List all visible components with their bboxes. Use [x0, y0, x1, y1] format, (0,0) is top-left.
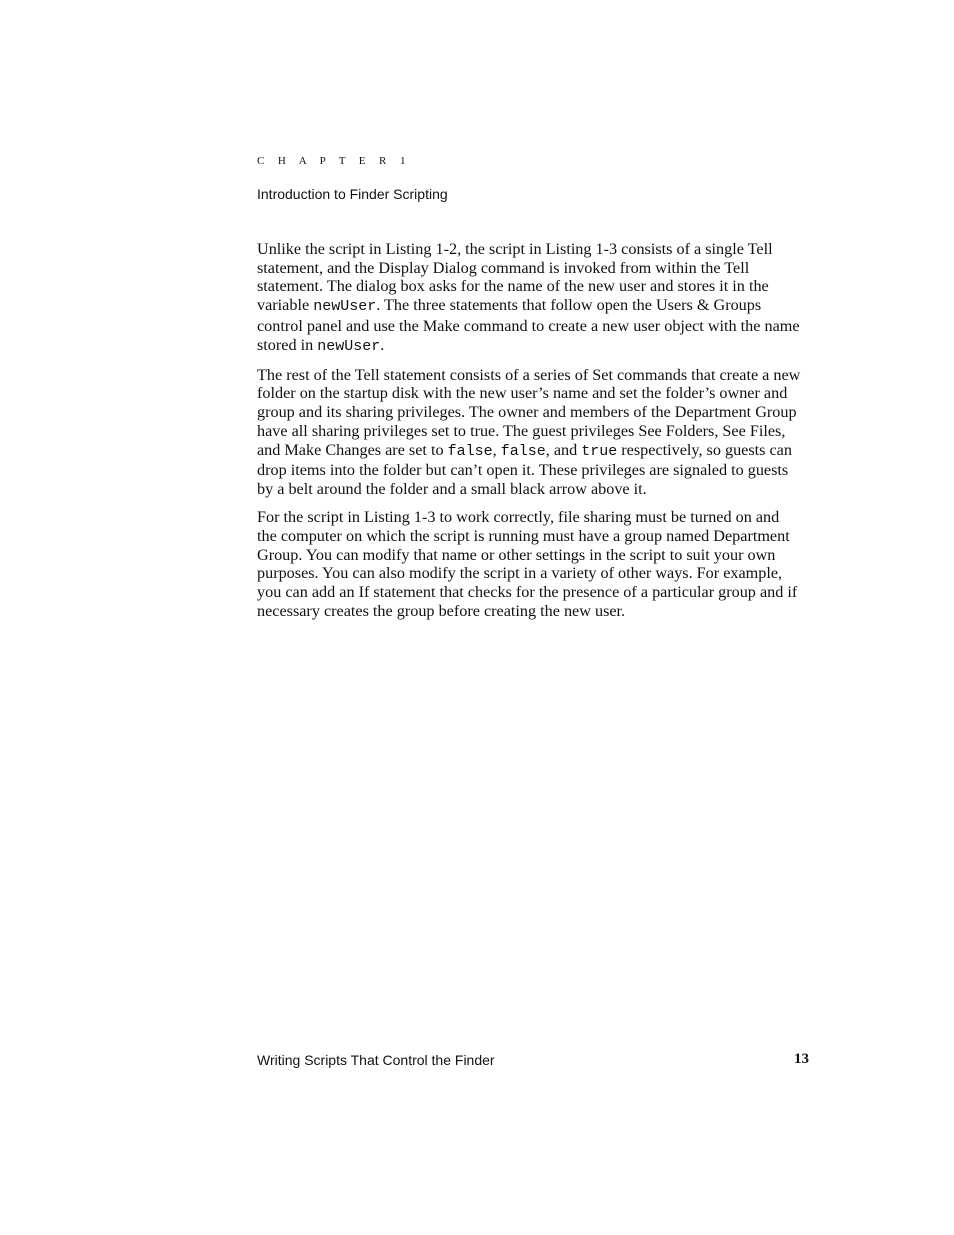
- paragraph-1-text-a: Unlike the script in Listing 1-2, the script in Listing 1-3 consists of a single Tell statement, and the Display Dialog command is invoked from within the Tell statement. The dialog box asks for the name of the new user and stores it in the variable: [257, 240, 773, 315]
- paragraph-2-text-d: respectively, so guests can drop items into the folder but can’t open it. These privileges are signaled to guests by a belt around the folder and a small black arrow above it.: [257, 440, 792, 498]
- paragraph-1-text-c: .: [380, 335, 385, 354]
- code-false-2: false: [500, 442, 546, 460]
- paragraph-1-text-b: . The three statements that follow open the Users & Groups control panel and use the Make command to create a new user object with the name stored in: [257, 296, 800, 354]
- paragraph-3: For the script in Listing 1-3 to work correctly, file sharing must be turned on and the computer on which the script is running must have a group named Department Group. You can modify that name or other settings in the script to suit your own purposes. You can also modify the script in a variety of other ways. For example, you can add an If statement that checks for the presence of a particular group and if necessary creates the group before creating the new user.: [257, 508, 798, 620]
- code-false-1: false: [447, 442, 493, 460]
- paragraph-2-text-b: ,: [492, 440, 501, 459]
- chapter-label: C H A P T E R 1: [257, 155, 411, 167]
- chapter-title: Introduction to Finder Scripting: [257, 186, 448, 202]
- paragraph-2: [257, 366, 802, 499]
- code-true: true: [581, 442, 618, 460]
- page-number: 13: [794, 1051, 809, 1067]
- paragraph-2-text-c: , and: [545, 440, 582, 459]
- paragraph-2-text-a: The rest of the Tell statement consists of a series of Set commands that create a new folder on the startup disk with the new user’s name and set the folder’s owner and group and its sharing privileges. The owner and members of the Department Group have all sharing privileges set to true. The guest privileges See Folders, See Files, and Make Changes are set to: [257, 365, 801, 459]
- paragraph-1: [257, 240, 802, 356]
- code-newuser-1: newUser: [313, 298, 377, 316]
- code-newuser-2: newUser: [317, 337, 381, 355]
- body-text: [257, 240, 802, 630]
- footer-section-title: Writing Scripts That Control the Finder: [257, 1052, 495, 1068]
